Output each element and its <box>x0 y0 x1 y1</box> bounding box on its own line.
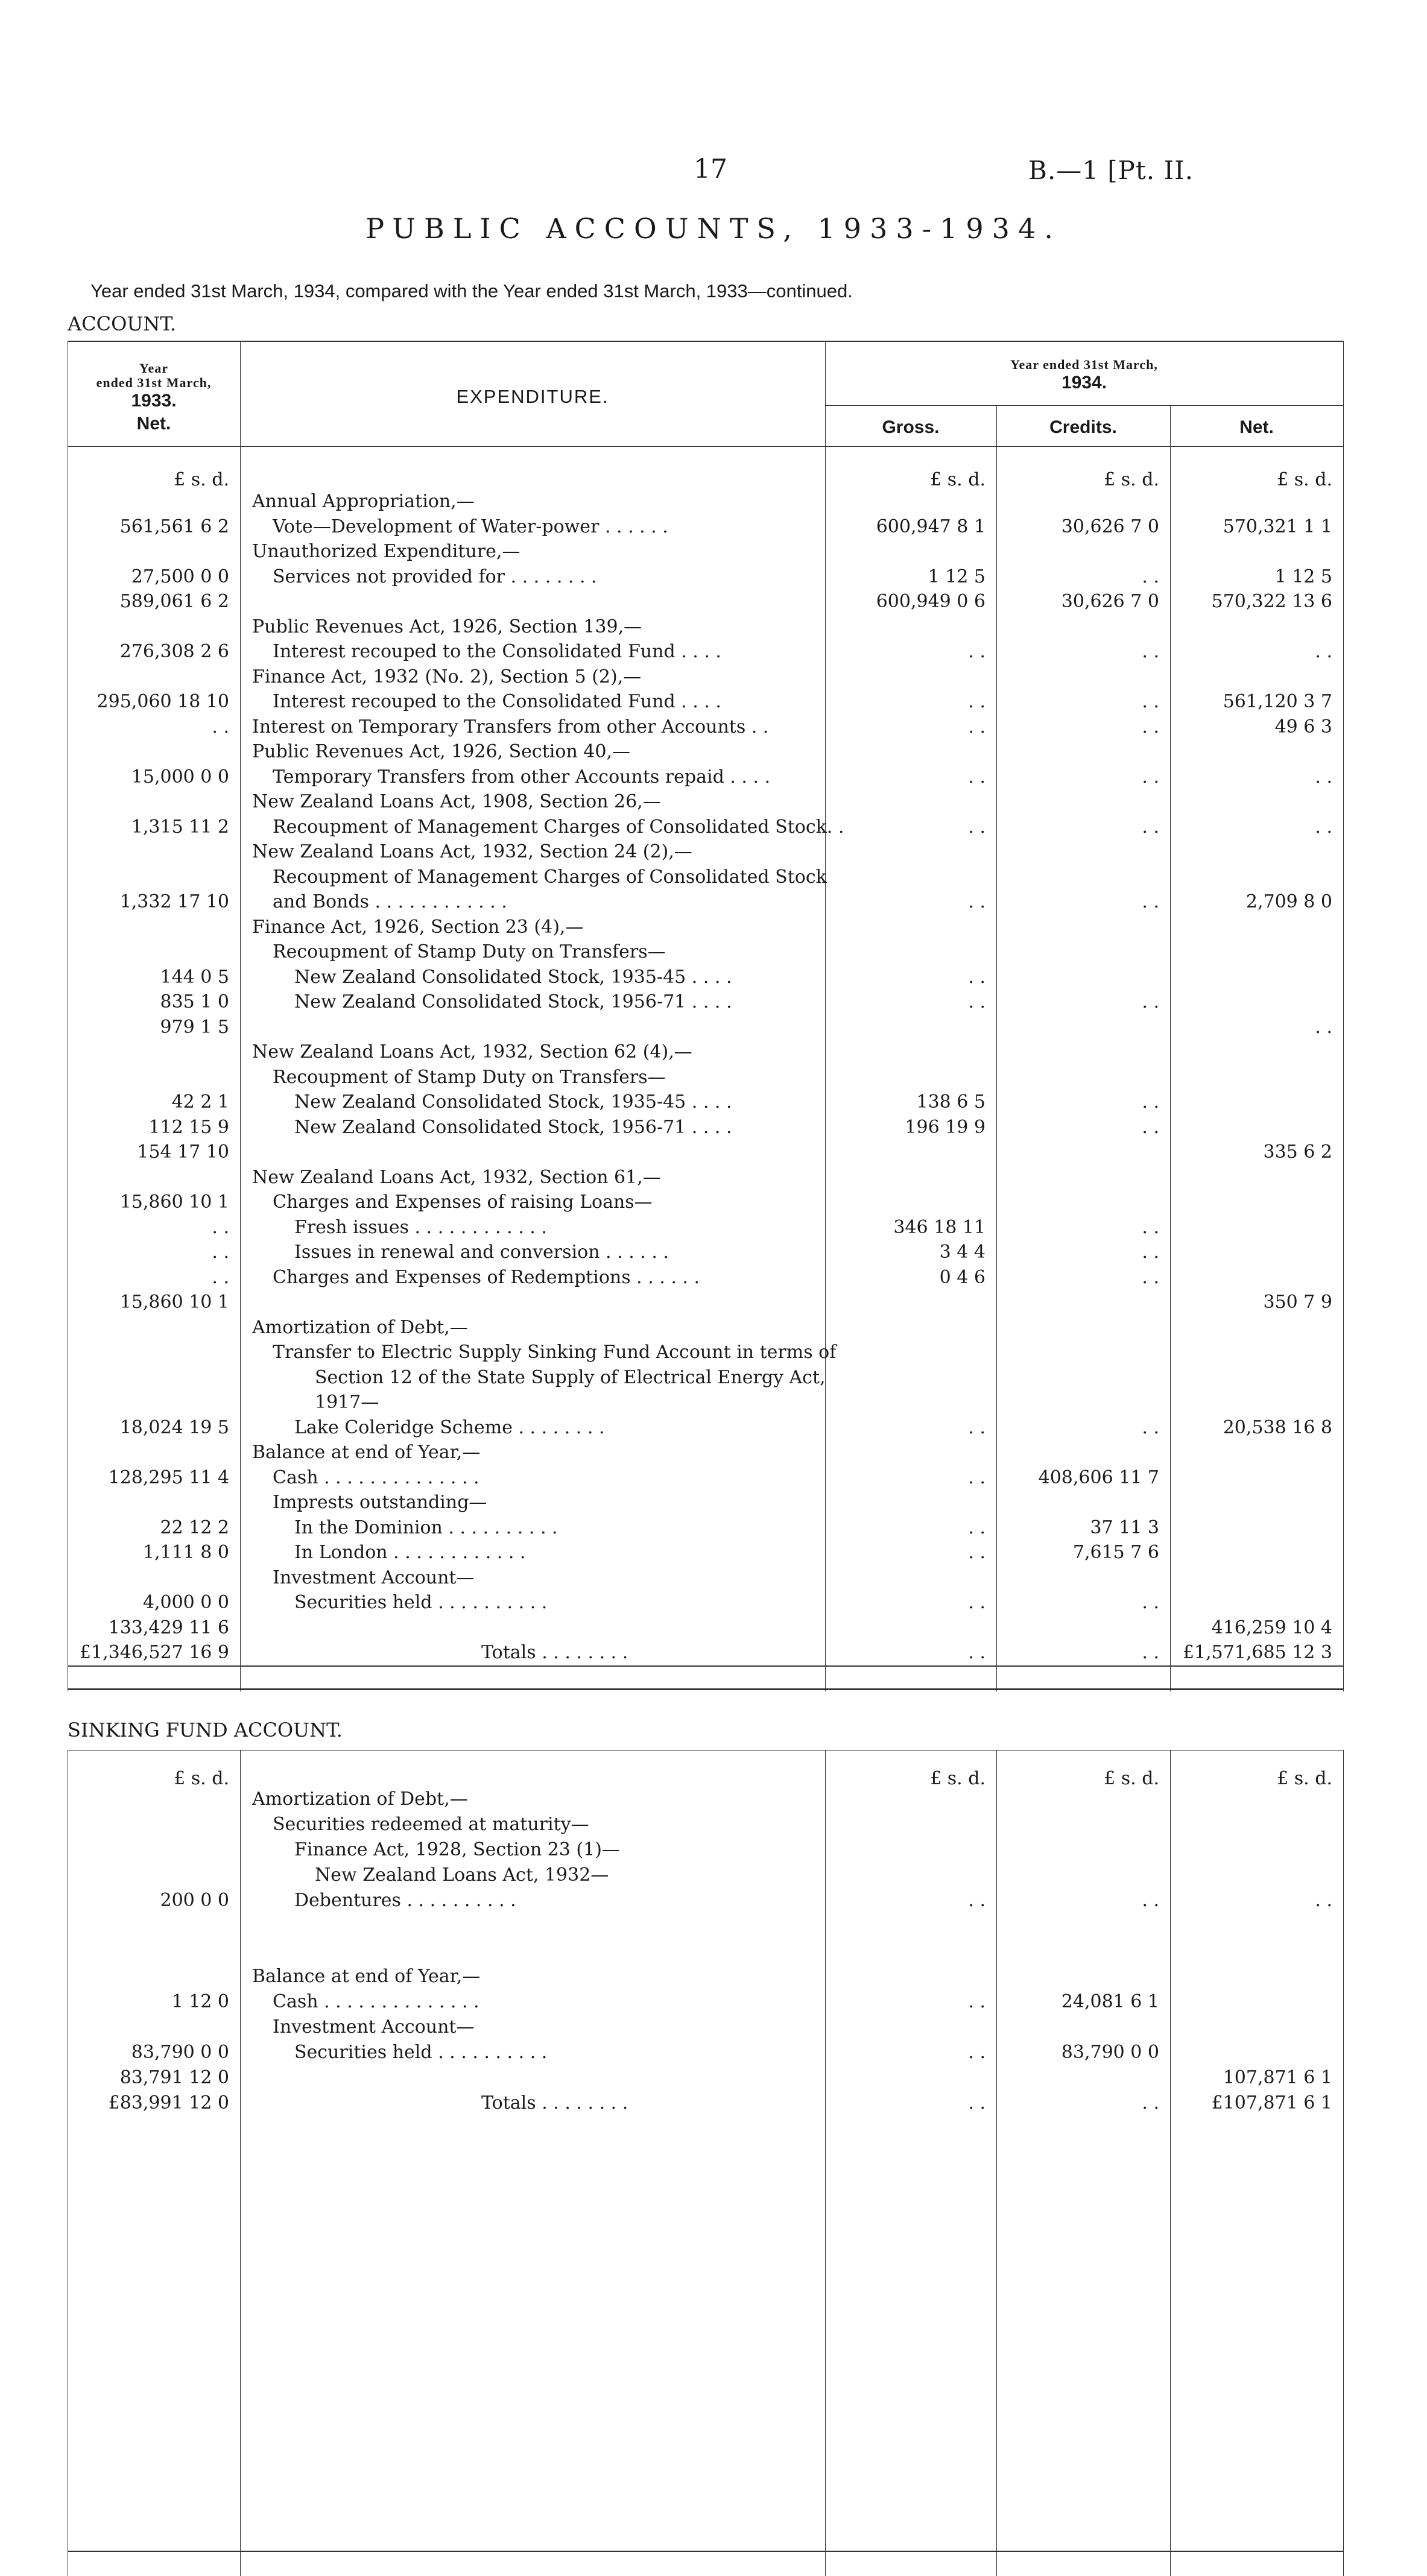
account-line-credits: . . <box>1142 641 1159 662</box>
account-line-description: 1917— <box>315 1392 379 1413</box>
account-line-description: Issues in renewal and conversion . . . . . . <box>294 1242 669 1263</box>
account-line-prev: 42 2 1 <box>171 1091 229 1113</box>
account-line-credits: . . <box>1142 1091 1159 1113</box>
account-line-credits: . . <box>1142 891 1159 912</box>
account-line-gross: . . <box>968 891 986 912</box>
sinking-line-credits: 83,790 0 0 <box>1061 2042 1159 2063</box>
col-credits-header: Credits. <box>1049 417 1117 437</box>
account-line-prev: 1,315 11 2 <box>131 816 229 838</box>
account-line-net: . . <box>1315 641 1332 662</box>
account-line-gross: . . <box>968 716 986 737</box>
account-line-description: Finance Act, 1932 (No. 2), Section 5 (2),— <box>252 666 642 687</box>
account-line-description: Imprests outstanding— <box>273 1492 487 1513</box>
account-line-gross: 138 6 5 <box>916 1091 986 1113</box>
account-line-description: Section 12 of the State Supply of Electrical Energy Act, <box>315 1366 826 1388</box>
account-line-description: Interest recouped to the Consolidated Fund . . . . <box>273 691 721 712</box>
account-line-description: Unauthorized Expenditure,— <box>252 541 520 562</box>
sinking-line-prev: 200 0 0 <box>160 1890 229 1911</box>
account-line-description: Finance Act, 1926, Section 23 (4),— <box>252 916 584 938</box>
account-line-description: Services not provided for . . . . . . . . <box>273 566 597 587</box>
account-line-gross: . . <box>968 1542 986 1563</box>
account-line-gross: 600,947 8 1 <box>876 516 986 537</box>
account-line-description: Cash . . . . . . . . . . . . . . <box>273 1466 479 1488</box>
account-line-gross: . . <box>968 766 986 788</box>
col-net-header: Net. <box>1239 417 1274 437</box>
account-line-gross: . . <box>968 1466 986 1488</box>
account-line-prev: 18,024 19 5 <box>119 1416 229 1438</box>
account-line-credits: . . <box>1142 1216 1159 1238</box>
col-prev-net-header: Net. <box>136 414 171 434</box>
unit-credits: £ s. d. <box>1104 469 1159 490</box>
account-line-net: £1,571,685 12 3 <box>1182 1642 1332 1663</box>
account-line-description: Totals . . . . . . . . <box>481 1642 628 1663</box>
account-line-prev: 133,429 11 6 <box>108 1617 229 1638</box>
account-line-net: . . <box>1315 816 1332 838</box>
account-line-gross: 3 4 4 <box>939 1242 986 1263</box>
account-line-description: Interest recouped to the Consolidated Fund . . . . <box>273 641 721 662</box>
account-line-credits: . . <box>1142 1266 1159 1288</box>
account-line-description: Temporary Transfers from other Accounts repaid . . . . <box>273 766 771 788</box>
sinking-line-prev: 1 12 0 <box>171 1991 229 2012</box>
sinking-unit-prev: £ s. d. <box>174 1768 229 1789</box>
col-prev-year-l3: 1933. <box>131 391 177 411</box>
account-line-net: 561,120 3 7 <box>1223 691 1332 712</box>
unit-net: £ s. d. <box>1277 469 1332 490</box>
account-line-description: Balance at end of Year,— <box>252 1442 481 1463</box>
account-line-description: Charges and Expenses of Redemptions . . . . . . <box>273 1266 700 1288</box>
account-line-credits: . . <box>1142 691 1159 712</box>
sinking-line-description: Amortization of Debt,— <box>252 1788 468 1810</box>
account-line-net: 49 6 3 <box>1274 716 1332 737</box>
account-line-prev: 15,860 10 1 <box>119 1292 229 1313</box>
account-line-prev: 1,332 17 10 <box>119 891 229 912</box>
sinking-line-credits: . . <box>1142 2092 1159 2114</box>
account-line-credits: . . <box>1142 816 1159 838</box>
account-line-gross: 346 18 11 <box>893 1216 986 1238</box>
account-line-prev: 276,308 2 6 <box>119 641 229 662</box>
account-line-description: New Zealand Consolidated Stock, 1956-71 . . . . <box>294 1116 732 1138</box>
account-line-description: New Zealand Consolidated Stock, 1935-45 . . . . <box>294 966 732 988</box>
account-line-prev: £1,346,527 16 9 <box>79 1642 229 1663</box>
account-line-prev: 112 15 9 <box>148 1116 229 1138</box>
account-line-description: Vote—Development of Water-power . . . . . . <box>273 516 668 537</box>
account-line-description: New Zealand Loans Act, 1908, Section 26,— <box>252 791 661 812</box>
account-line-credits: . . <box>1142 1242 1159 1263</box>
account-line-prev: 128,295 11 4 <box>108 1466 229 1488</box>
account-line-gross: . . <box>968 966 986 988</box>
account-line-description: New Zealand Loans Act, 1932, Section 24 (2),— <box>252 841 692 862</box>
sinking-line-prev: 83,791 12 0 <box>119 2067 229 2088</box>
account-line-prev: 589,061 6 2 <box>119 591 229 612</box>
account-line-prev: . . <box>212 1216 229 1238</box>
account-line-credits: . . <box>1142 1416 1159 1438</box>
page-title: PUBLIC ACCOUNTS, 1933-1934. <box>365 212 1062 245</box>
account-line-gross: 1 12 5 <box>928 566 986 587</box>
sinking-line-description: Finance Act, 1928, Section 23 (1)— <box>294 1839 620 1860</box>
account-line-net: 2,709 8 0 <box>1245 891 1332 912</box>
document-reference: B.—1 [Pt. II. <box>1028 156 1194 185</box>
account-line-description: Investment Account— <box>273 1567 475 1588</box>
account-line-description: Fresh issues . . . . . . . . . . . . <box>294 1216 547 1238</box>
account-line-net: . . <box>1315 1016 1332 1038</box>
account-line-description: Public Revenues Act, 1926, Section 40,— <box>252 741 631 762</box>
account-line-prev: . . <box>212 1266 229 1288</box>
account-line-description: New Zealand Loans Act, 1932, Section 61,— <box>252 1166 661 1188</box>
account-line-description: Securities held . . . . . . . . . . <box>294 1592 548 1613</box>
account-line-description: Recoupment of Stamp Duty on Transfers— <box>273 941 666 962</box>
account-line-description: Interest on Temporary Transfers from other Accounts . . <box>252 716 769 737</box>
account-line-description: New Zealand Consolidated Stock, 1956-71 . . . . <box>294 991 732 1012</box>
account-line-net: 416,259 10 4 <box>1211 1617 1332 1638</box>
account-line-credits: 37 11 3 <box>1090 1517 1159 1538</box>
sinking-line-description: New Zealand Loans Act, 1932— <box>315 1864 609 1886</box>
account-line-credits: . . <box>1142 1642 1159 1663</box>
account-line-credits: . . <box>1142 1592 1159 1613</box>
sinking-section-title: SINKING FUND ACCOUNT. <box>68 1719 343 1741</box>
account-line-description: and Bonds . . . . . . . . . . . . <box>273 891 507 912</box>
page-number: 17 <box>694 154 727 185</box>
sinking-line-net: £107,871 6 1 <box>1211 2092 1332 2114</box>
account-line-gross: . . <box>968 816 986 838</box>
account-line-description: In London . . . . . . . . . . . . <box>294 1542 526 1563</box>
account-section-title: ACCOUNT. <box>68 312 177 335</box>
account-line-description: Transfer to Electric Supply Sinking Fund Account in terms of <box>273 1342 837 1363</box>
account-line-description: Annual Appropriation,— <box>252 491 475 512</box>
account-line-prev: 22 12 2 <box>160 1517 229 1538</box>
account-line-prev: 154 17 10 <box>137 1141 229 1163</box>
sinking-line-gross: . . <box>968 2042 986 2063</box>
account-line-net: 350 7 9 <box>1263 1292 1332 1313</box>
account-line-prev: 295,060 18 10 <box>97 691 229 712</box>
sinking-unit-gross: £ s. d. <box>930 1768 986 1789</box>
col-year-header-l1: Year ended 31st March, <box>1010 357 1158 372</box>
sinking-line-prev: £83,991 12 0 <box>108 2092 229 2114</box>
account-line-gross: . . <box>968 1517 986 1538</box>
account-line-credits: 408,606 11 7 <box>1038 1466 1159 1488</box>
sinking-line-net: 107,871 6 1 <box>1223 2067 1332 2088</box>
sinking-line-gross: . . <box>968 1890 986 1911</box>
account-line-credits: . . <box>1142 991 1159 1012</box>
account-line-description: Public Revenues Act, 1926, Section 139,— <box>252 616 642 637</box>
account-line-net: 335 6 2 <box>1263 1141 1332 1163</box>
sinking-line-gross: . . <box>968 1991 986 2012</box>
account-line-description: New Zealand Consolidated Stock, 1935-45 . . . . <box>294 1091 732 1113</box>
account-line-credits: . . <box>1142 566 1159 587</box>
account-line-prev: 27,500 0 0 <box>131 566 229 587</box>
sinking-line-prev: 83,790 0 0 <box>131 2042 229 2063</box>
sinking-line-credits: 24,081 6 1 <box>1061 1991 1159 2012</box>
sinking-line-description: Investment Account— <box>273 2016 475 2038</box>
account-line-prev: 979 1 5 <box>160 1016 229 1038</box>
col-prev-year-l2: ended 31st March, <box>96 375 212 390</box>
account-line-credits: . . <box>1142 766 1159 788</box>
account-line-prev: 561,561 6 2 <box>119 516 229 537</box>
sinking-line-description: Debentures . . . . . . . . . . <box>294 1890 516 1911</box>
account-line-gross: . . <box>968 691 986 712</box>
sinking-line-net: . . <box>1315 1890 1332 1911</box>
account-line-gross: 0 4 6 <box>939 1266 986 1288</box>
page-subtitle: Year ended 31st March, 1934, compared with the Year ended 31st March, 1933—continued. <box>90 280 853 301</box>
account-line-credits: . . <box>1142 1116 1159 1138</box>
account-line-gross: . . <box>968 1642 986 1663</box>
sinking-unit-credits: £ s. d. <box>1104 1768 1159 1789</box>
account-line-prev: . . <box>212 716 229 737</box>
account-line-prev: 15,000 0 0 <box>131 766 229 788</box>
unit-gross: £ s. d. <box>930 469 986 490</box>
account-line-credits: 7,615 7 6 <box>1072 1542 1159 1563</box>
account-line-net: 1 12 5 <box>1274 566 1332 587</box>
account-line-prev: 4,000 0 0 <box>142 1592 229 1613</box>
account-line-gross: . . <box>968 641 986 662</box>
unit-prev: £ s. d. <box>174 469 229 490</box>
account-line-credits: 30,626 7 0 <box>1061 516 1159 537</box>
account-line-description: New Zealand Loans Act, 1932, Section 62 (4),— <box>252 1041 692 1062</box>
account-line-prev: 144 0 5 <box>160 966 229 988</box>
account-line-credits: . . <box>1142 716 1159 737</box>
account-line-gross: 600,949 0 6 <box>876 591 986 612</box>
col-prev-year-l1: Year <box>139 361 168 376</box>
account-line-prev: 835 1 0 <box>160 991 229 1012</box>
col-year-header-l2: 1934. <box>1061 373 1107 393</box>
sinking-line-credits: . . <box>1142 1890 1159 1911</box>
account-line-description: Recoupment of Management Charges of Consolidated Stock <box>273 866 827 888</box>
account-line-description: Recoupment of Management Charges of Consolidated Stock. . <box>273 816 844 838</box>
account-line-net: 570,321 1 1 <box>1223 516 1332 537</box>
sinking-line-description: Totals . . . . . . . . <box>481 2092 628 2114</box>
sinking-line-description: Securities held . . . . . . . . . . <box>294 2042 548 2063</box>
account-line-gross: . . <box>968 1416 986 1438</box>
account-line-description: Amortization of Debt,— <box>252 1316 468 1338</box>
account-line-description: Charges and Expenses of raising Loans— <box>273 1192 653 1213</box>
account-line-net: 570,322 13 6 <box>1211 591 1332 612</box>
account-line-credits: 30,626 7 0 <box>1061 591 1159 612</box>
account-line-gross: . . <box>968 991 986 1012</box>
sinking-unit-net: £ s. d. <box>1277 1768 1332 1789</box>
account-line-description: Recoupment of Stamp Duty on Transfers— <box>273 1066 666 1088</box>
account-line-gross: 196 19 9 <box>905 1116 986 1138</box>
account-line-net: 20,538 16 8 <box>1223 1416 1332 1438</box>
col-gross-header: Gross. <box>882 417 940 437</box>
account-line-prev: . . <box>212 1242 229 1263</box>
col-expenditure-header: EXPENDITURE. <box>456 386 609 407</box>
account-line-gross: . . <box>968 1592 986 1613</box>
account-line-description: In the Dominion . . . . . . . . . . <box>294 1517 558 1538</box>
sinking-line-description: Cash . . . . . . . . . . . . . . <box>273 1991 479 2012</box>
sinking-line-description: Balance at end of Year,— <box>252 1966 481 1987</box>
account-line-prev: 15,860 10 1 <box>119 1192 229 1213</box>
sinking-line-gross: . . <box>968 2092 986 2114</box>
sinking-line-description: Securities redeemed at maturity— <box>273 1814 589 1835</box>
account-line-prev: 1,111 8 0 <box>142 1542 229 1563</box>
account-line-description: Lake Coleridge Scheme . . . . . . . . <box>294 1416 605 1438</box>
account-line-net: . . <box>1315 766 1332 788</box>
